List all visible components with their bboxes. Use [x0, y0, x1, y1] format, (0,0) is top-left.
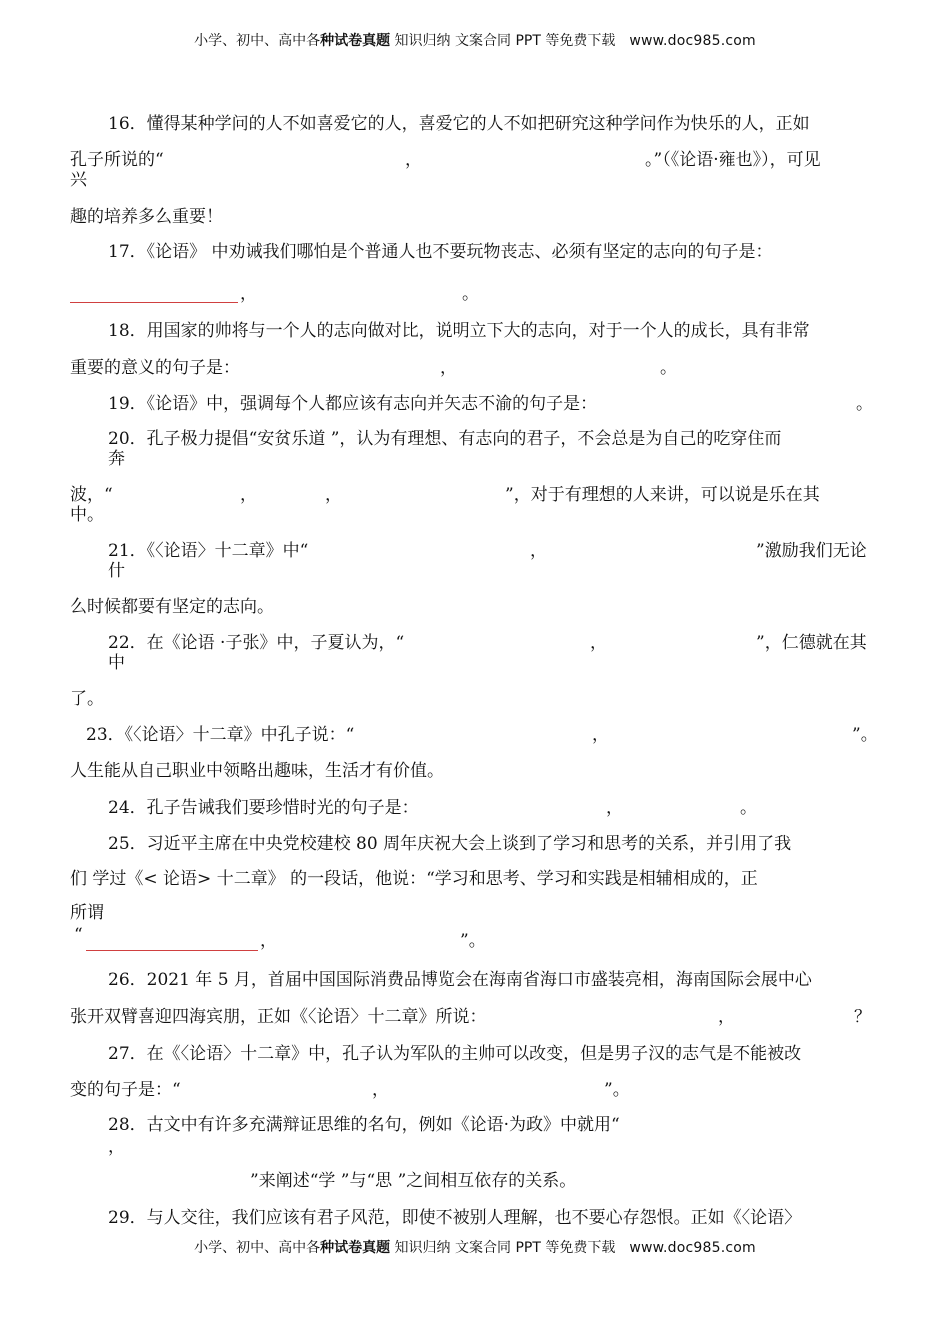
q22-prefix: 22．在《论语 ·子张》中，子夏认为，“	[108, 633, 405, 653]
q16-line3: 趣的培养多么重要！	[70, 207, 223, 227]
q20-comma2: ，	[325, 485, 342, 505]
q23-suffix: ”。	[852, 725, 878, 745]
q25-line2: 们 学过《< 论语> 十二章》 的一段话，他说：“学习和思考、学习和实践是相辅相成的，正	[70, 869, 758, 889]
q24-period: 。	[740, 798, 757, 818]
header-text-1: 小学、初中、高中各	[194, 33, 321, 49]
q16-suffix: 。”（《论语·雍也》），可见	[645, 150, 821, 170]
q17-answer-blank[interactable]	[70, 302, 238, 303]
q21-line3: 么时候都要有坚定的志向。	[70, 597, 274, 617]
q20-suffix: ”，对于有理想的人来讲，可以说是乐在其	[505, 485, 820, 505]
q25-line3: 所谓	[70, 903, 104, 923]
footer-text-1: 小学、初中、高中各	[194, 1240, 321, 1256]
q18-line1: 18．用国家的帅将与一个人的志向做对比，说明立下大的志向，对于一个人的成长，具有非常	[108, 321, 810, 341]
q23-line2: 人生能从自己职业中领略出趣味，生活才有价值。	[70, 761, 444, 781]
q25-close: ”。	[460, 931, 486, 951]
q22-comma: ，	[590, 633, 607, 653]
q21-wrap-char: 什	[108, 561, 125, 581]
q26-line2: 张开双臂喜迎四海宾朋，正如《〈论语〉十二章》所说：	[70, 1007, 487, 1027]
q25-comma: ，	[260, 931, 277, 951]
footer-text-2: 种试卷真题	[320, 1240, 391, 1256]
q23-comma: ，	[592, 725, 609, 745]
q21-comma: ，	[530, 541, 547, 561]
header-text-2: 种试卷真题	[320, 33, 391, 49]
q23-prefix: 23．《〈论语〉十二章》中孔子说：“	[86, 725, 355, 745]
header-link[interactable]: www.doc985.com	[629, 33, 756, 49]
q17-comma: ，	[240, 284, 257, 304]
q16-wrap-char: 兴	[70, 170, 87, 190]
q27-line2: 变的句子是：“	[70, 1080, 181, 1100]
header-text-4: 文案合同 PPT 等免费下载	[455, 33, 616, 49]
q20-line1: 20．孔子极力提倡“安贫乐道 ”，认为有理想、有志向的君子，不会总是为自己的吃穿住而	[108, 429, 782, 449]
q28-wrap-comma: ，	[108, 1137, 125, 1157]
q24-prefix: 24．孔子告诫我们要珍惜时光的句子是：	[108, 798, 419, 818]
q17-period: 。	[462, 284, 479, 304]
q18-comma: ，	[440, 358, 457, 378]
q28-line3: ”来阐述“学 ”与“思 ”之间相互依存的关系。	[250, 1171, 577, 1191]
q21-suffix: ”激励我们无论	[756, 541, 867, 561]
q17-line1: 17．《论语》 中劝诫我们哪怕是个普通人也不要玩物丧志、必须有坚定的志向的句子是：	[108, 242, 773, 262]
footer-text-4: 文案合同 PPT 等免费下载	[455, 1240, 616, 1256]
q26-comma: ，	[718, 1007, 735, 1027]
q19-line1: 19．《论语》中，强调每个人都应该有志向并矢志不渝的句子是：	[108, 394, 598, 414]
q16-prefix: 孔子所说的“	[70, 150, 164, 170]
q27-line1: 27．在《〈论语〉十二章》中，孔子认为军队的主帅可以改变，但是男子汉的志气是不能被改	[108, 1044, 802, 1064]
q19-period: 。	[856, 394, 873, 414]
q20-wrap-char: 奔	[108, 449, 125, 469]
q21-prefix: 21．《〈论语〉十二章》中“	[108, 541, 309, 561]
q22-suffix: ”，仁德就在其	[756, 633, 867, 653]
q27-close: ”。	[604, 1080, 630, 1100]
footer-link[interactable]: www.doc985.com	[629, 1240, 756, 1256]
q20-prefix: 波，“	[70, 485, 113, 505]
page-header	[0, 30, 950, 50]
q25-line1: 25．习近平主席在中央党校建校 80 周年庆祝大会上谈到了学习和思考的关系，并引用了我	[108, 834, 792, 854]
q25-open-quote: “	[74, 925, 83, 945]
page-footer	[0, 1237, 950, 1257]
q27-comma: ，	[372, 1080, 389, 1100]
footer-text-3: 知识归纳	[390, 1240, 455, 1256]
q28-line1: 28．古文中有许多充满辩证思维的名句，例如《论语·为政》中就用“	[108, 1115, 620, 1135]
q26-line1: 26．2021 年 5 月，首届中国国际消费品博览会在海南省海口市盛装亮相，海南国际会展中心	[108, 970, 812, 990]
q26-question: ？	[854, 1007, 871, 1027]
q22-wrap-char: 中	[108, 653, 125, 673]
q18-line2: 重要的意义的句子是：	[70, 358, 240, 378]
q18-period: 。	[660, 358, 677, 378]
q24-comma: ，	[606, 798, 623, 818]
q29-line1: 29．与人交往，我们应该有君子风范，即使不被别人理解，也不要心存怨恨。正如《〈论语〉	[108, 1208, 802, 1228]
q20-wrap-end: 中。	[70, 505, 104, 525]
q16-line1: 16．懂得某种学问的人不如喜爱它的人，喜爱它的人不如把研究这种学问作为快乐的人，正如	[108, 114, 810, 134]
q20-comma1: ，	[240, 485, 257, 505]
q16-comma: ，	[405, 150, 422, 170]
q25-answer-blank[interactable]	[86, 950, 258, 951]
q22-line3: 了。	[70, 689, 104, 709]
header-text-3: 知识归纳	[390, 33, 455, 49]
